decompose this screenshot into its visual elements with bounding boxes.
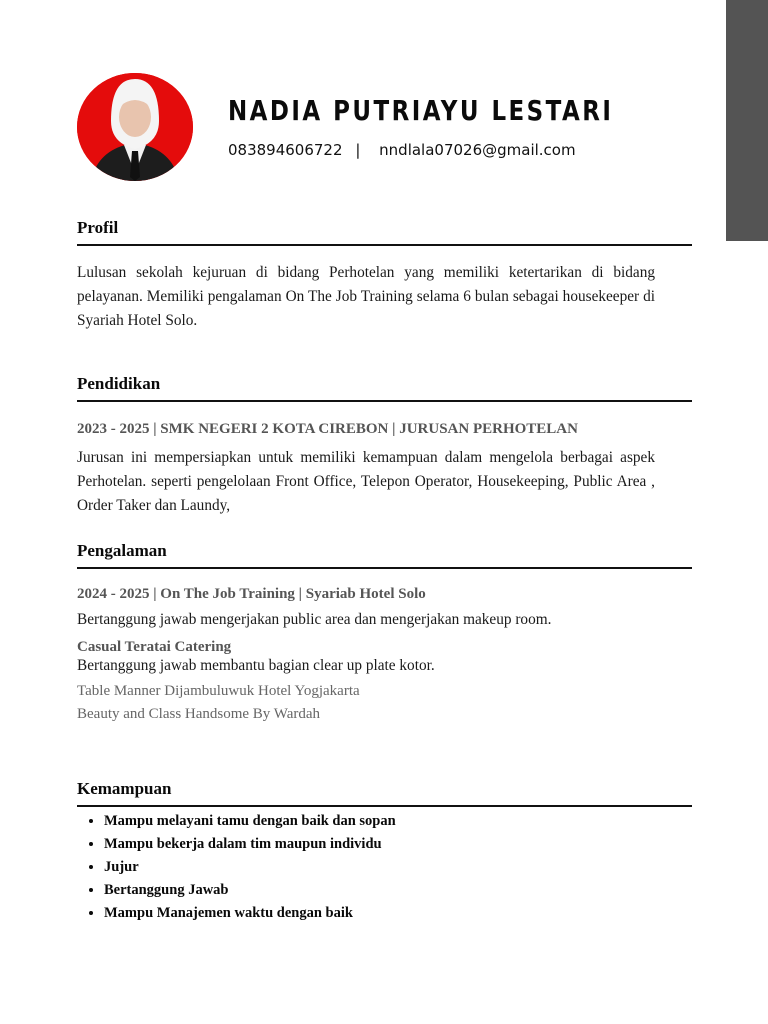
education-title: Pendidikan [77, 374, 692, 402]
email-address: nndlala07026@gmail.com [379, 141, 576, 159]
profile-title: Profil [77, 218, 692, 246]
education-section [77, 374, 692, 518]
experience-heading: 2024 - 2025 | On The Job Training | Syariab Hotel Solo [77, 586, 426, 602]
skill-item: • Mampu Manajemen waktu dengan baik [104, 902, 692, 925]
candidate-name: NADIA PUTRIAYU LESTARI [228, 94, 614, 127]
experience-section [77, 541, 692, 726]
experience-text-1: Bertanggung jawab mengerjakan public area dan mengerjakan makeup room. [77, 611, 552, 628]
profile-section [77, 218, 692, 333]
skill-item: • Jujur [104, 856, 692, 879]
contact-line [228, 141, 576, 159]
education-text: Jurusan ini mempersiapkan untuk memiliki kemampuan dalam mengelola berbagai aspek Perhotelan. seperti pengelolaan Front Office, Telepon Operator, Housekeeping, Public Area , Order Taker dan Laundy, [77, 449, 655, 514]
skills-section [77, 779, 692, 925]
skills-title: Kemampuan [77, 779, 692, 807]
experience-text-2: Bertanggung jawab membantu bagian clear up plate kotor. [77, 657, 435, 674]
decorative-side-bar [726, 0, 768, 241]
skill-item: • Mampu bekerja dalam tim maupun individu [104, 833, 692, 856]
contact-separator: | [355, 141, 361, 159]
profile-photo [77, 73, 193, 181]
skill-item: • Mampu melayani tamu dengan baik dan sopan [104, 810, 692, 833]
experience-extra-1: Table Manner Dijambuluwuk Hotel Yogjakarta [77, 683, 360, 699]
experience-extra-2: Beauty and Class Handsome By Wardah [77, 706, 321, 722]
skill-item: • Bertanggung Jawab [104, 879, 692, 902]
phone-number: 083894606722 [228, 141, 343, 159]
education-heading: 2023 - 2025 | SMK NEGERI 2 KOTA CIREBON | JURUSAN PERHOTELAN [77, 421, 578, 437]
skills-list [77, 810, 692, 925]
experience-title: Pengalaman [77, 541, 692, 569]
profile-text: Lulusan sekolah kejuruan di bidang Perhotelan yang memiliki ketertarikan di bidang pelayanan. Memiliki pengalaman On The Job Training selama 6 bulan sebagai housekeeper di Syariah Hotel Solo. [77, 264, 655, 329]
experience-heading-2: Casual Teratai Catering [77, 639, 232, 655]
